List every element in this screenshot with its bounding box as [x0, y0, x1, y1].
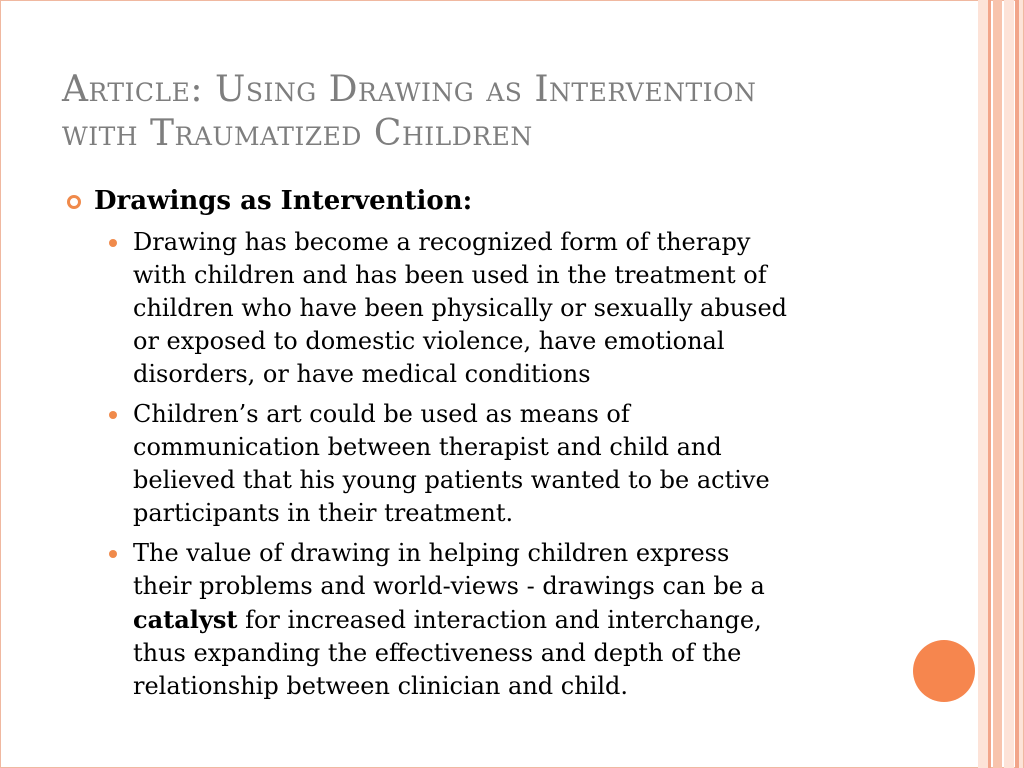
stripe	[978, 0, 988, 768]
bullet-line: disorders, or have medical conditions	[133, 360, 591, 388]
bullet-line: Drawing has become a recognized form of therapy	[133, 228, 751, 256]
bullet-line: children who have been physically or sexually abused	[133, 294, 788, 322]
bullet-item	[64, 537, 884, 703]
stripe	[1004, 0, 1014, 768]
bullet-item	[64, 398, 884, 530]
bullet-line: Children’s art could be used as means of	[133, 400, 630, 428]
filled-dot-icon	[109, 550, 117, 558]
slide-content	[64, 183, 884, 703]
bullet-line: their problems and world-views - drawings can be a	[133, 572, 765, 600]
filled-dot-icon	[109, 239, 117, 247]
bold-phrase: catalyst	[133, 605, 238, 634]
orange-circle	[913, 640, 975, 702]
hollow-circle-icon	[67, 195, 81, 209]
title-line: Article: Using Drawing as Intervention	[62, 69, 757, 110]
bullet-line: or exposed to domestic violence, have emotional	[133, 327, 725, 355]
bullet-line: The value of drawing in helping children express	[133, 539, 730, 567]
slide-title	[62, 68, 892, 156]
bullet-line: communication between therapist and child and	[133, 433, 722, 461]
filled-dot-icon	[109, 411, 117, 419]
stripe	[988, 0, 991, 768]
line-rest: for increased interaction and interchange,	[237, 606, 762, 634]
heading-text: Drawings as Intervention:	[94, 186, 473, 216]
heading-bullet	[64, 183, 884, 219]
bullet-line: believed that his young patients wanted to be active	[133, 466, 770, 494]
stripe	[1019, 0, 1023, 768]
title-line: with Traumatized Children	[62, 113, 533, 154]
stripe	[993, 0, 1002, 768]
bullet-line	[133, 603, 884, 637]
bullet-line: thus expanding the effectiveness and depth of the	[133, 639, 742, 667]
bullet-line: relationship between clinician and child.	[133, 672, 629, 700]
bullet-line: participants in their treatment.	[133, 499, 514, 527]
bullet-item	[64, 226, 884, 391]
bullet-line: with children and has been used in the treatment of	[133, 261, 767, 289]
